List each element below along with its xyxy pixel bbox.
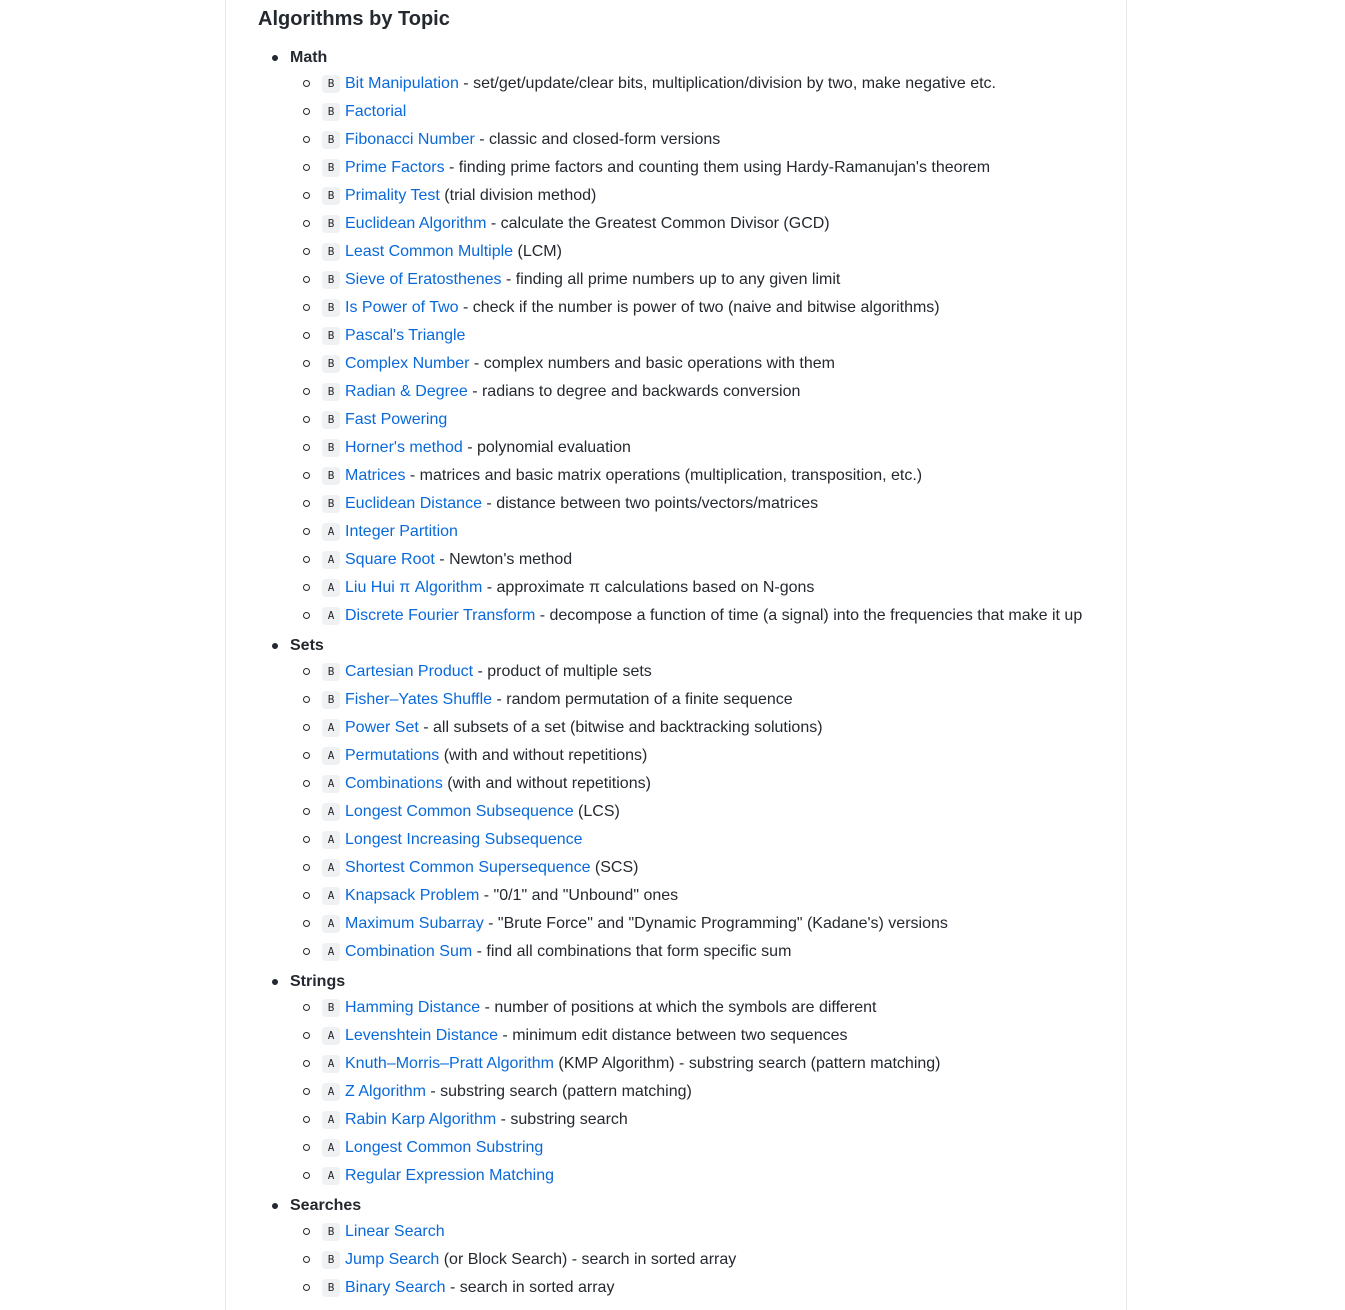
algorithm-description: - approximate π calculations based on N-gons: [482, 579, 815, 596]
list-item: [290, 912, 1118, 940]
algorithm-link[interactable]: Longest Common Subsequence: [345, 803, 574, 820]
algorithm-description: - complex numbers and basic operations with them: [469, 355, 835, 372]
list-item: [290, 688, 1118, 716]
circle-bullet-icon: [303, 752, 310, 759]
algorithm-link[interactable]: Complex Number: [345, 355, 470, 372]
algorithm-link[interactable]: Longest Common Substring: [345, 1139, 544, 1156]
algorithm-description: - calculate the Greatest Common Divisor (GCD): [486, 215, 830, 232]
difficulty-badge: B: [322, 103, 340, 121]
algorithm-link[interactable]: Jump Search: [345, 1251, 440, 1268]
algorithm-description: - finding all prime numbers up to any given limit: [501, 271, 841, 288]
algorithm-link[interactable]: Permutations: [345, 747, 440, 764]
difficulty-badge: B: [322, 1279, 340, 1297]
difficulty-badge: A: [322, 747, 340, 765]
algorithm-link[interactable]: Matrices: [345, 467, 406, 484]
difficulty-badge: A: [322, 831, 340, 849]
circle-bullet-icon: [303, 164, 310, 171]
circle-bullet-icon: [303, 696, 310, 703]
circle-bullet-icon: [303, 1004, 310, 1011]
circle-bullet-icon: [303, 864, 310, 871]
topic-title: [290, 44, 1118, 72]
algorithm-link[interactable]: Combinations: [345, 775, 443, 792]
algorithm-link[interactable]: Fisher–Yates Shuffle: [345, 691, 493, 708]
algorithm-description: - radians to degree and backwards conversion: [467, 383, 801, 400]
algorithm-list: [290, 996, 1118, 1192]
bullet-icon: [272, 55, 278, 61]
section-heading: Algorithms by Topic: [258, 8, 450, 30]
list-item: [290, 492, 1118, 520]
difficulty-badge: B: [322, 383, 340, 401]
algorithm-description: (or Block Search) - search in sorted array: [439, 1251, 737, 1268]
algorithm-description: - search in sorted array: [445, 1279, 615, 1296]
circle-bullet-icon: [303, 136, 310, 143]
list-item: [290, 940, 1118, 968]
list-item: [290, 380, 1118, 408]
topic-title-text: Math: [290, 49, 328, 66]
difficulty-badge: A: [322, 1027, 340, 1045]
list-item: [290, 548, 1118, 576]
algorithm-link[interactable]: Binary Search: [345, 1279, 446, 1296]
circle-bullet-icon: [303, 220, 310, 227]
list-item: [290, 1052, 1118, 1080]
algorithm-link[interactable]: Knuth–Morris–Pratt Algorithm: [345, 1055, 554, 1072]
list-item: [290, 184, 1118, 212]
difficulty-badge: A: [322, 859, 340, 877]
list-item: [290, 520, 1118, 548]
list-item: [290, 128, 1118, 156]
list-item: [290, 212, 1118, 240]
difficulty-badge: B: [322, 299, 340, 317]
algorithm-description: - check if the number is power of two (naive and bitwise algorithms): [458, 299, 940, 316]
difficulty-badge: B: [322, 75, 340, 93]
difficulty-badge: A: [322, 551, 340, 569]
difficulty-badge: B: [322, 355, 340, 373]
topic-title-text: Searches: [290, 1197, 362, 1214]
difficulty-badge: A: [322, 1167, 340, 1185]
circle-bullet-icon: [303, 920, 310, 927]
difficulty-badge: A: [322, 607, 340, 625]
list-item: [290, 1276, 1118, 1304]
list-item: [290, 1220, 1118, 1248]
algorithm-link[interactable]: Levenshtein Distance: [345, 1027, 498, 1044]
circle-bullet-icon: [303, 668, 310, 675]
list-item: [290, 604, 1118, 632]
topic-list: [258, 44, 1118, 1304]
algorithm-description: - decompose a function of time (a signal) into the frequencies that make it up: [535, 607, 1083, 624]
difficulty-badge: B: [322, 999, 340, 1017]
difficulty-badge: A: [322, 1055, 340, 1073]
algorithm-description: - finding prime factors and counting them using Hardy-Ramanujan's theorem: [444, 159, 991, 176]
list-item: [290, 72, 1118, 100]
algorithm-link[interactable]: Euclidean Algorithm: [345, 215, 487, 232]
algorithm-link[interactable]: Maximum Subarray: [345, 915, 484, 932]
algorithm-link[interactable]: Fibonacci Number: [345, 131, 475, 148]
circle-bullet-icon: [303, 276, 310, 283]
algorithm-description: - number of positions at which the symbols are different: [480, 999, 877, 1016]
difficulty-badge: A: [322, 1111, 340, 1129]
circle-bullet-icon: [303, 1284, 310, 1291]
list-item: [290, 884, 1118, 912]
circle-bullet-icon: [303, 332, 310, 339]
list-item: [290, 464, 1118, 492]
topic-title-text: Sets: [290, 637, 324, 654]
algorithm-link[interactable]: Pascal's Triangle: [345, 327, 466, 344]
circle-bullet-icon: [303, 780, 310, 787]
circle-bullet-icon: [303, 444, 310, 451]
difficulty-badge: B: [322, 411, 340, 429]
algorithm-description: - product of multiple sets: [473, 663, 652, 680]
algorithm-link[interactable]: Sieve of Eratosthenes: [345, 271, 502, 288]
topic-strings: [258, 968, 1118, 1192]
circle-bullet-icon: [303, 948, 310, 955]
topic-title-text: Strings: [290, 973, 346, 990]
algorithm-description: (SCS): [590, 859, 639, 876]
topic-math: [258, 44, 1118, 632]
difficulty-badge: A: [322, 1083, 340, 1101]
list-item: [290, 772, 1118, 800]
algorithm-link[interactable]: Least Common Multiple: [345, 243, 514, 260]
circle-bullet-icon: [303, 1032, 310, 1039]
algorithm-description: - random permutation of a finite sequence: [492, 691, 793, 708]
topic-title: [290, 968, 1118, 996]
difficulty-badge: B: [322, 1223, 340, 1241]
difficulty-badge: A: [322, 523, 340, 541]
algorithm-list: [290, 1220, 1118, 1304]
difficulty-badge: B: [322, 131, 340, 149]
algorithm-link[interactable]: Knapsack Problem: [345, 887, 480, 904]
algorithm-description: - minimum edit distance between two sequences: [497, 1027, 848, 1044]
circle-bullet-icon: [303, 1228, 310, 1235]
algorithm-description: - "Brute Force" and "Dynamic Programming" (Kadane's) versions: [483, 915, 948, 932]
circle-bullet-icon: [303, 556, 310, 563]
circle-bullet-icon: [303, 108, 310, 115]
bullet-icon: [272, 1203, 278, 1209]
algorithm-description: (LCM): [513, 243, 562, 260]
algorithm-link[interactable]: Rabin Karp Algorithm: [345, 1111, 497, 1128]
algorithm-description: - set/get/update/clear bits, multiplication/division by two, make negative etc.: [458, 75, 996, 92]
algorithm-link[interactable]: Bit Manipulation: [345, 75, 459, 92]
algorithm-list: [290, 72, 1118, 632]
algorithm-link[interactable]: Hamming Distance: [345, 999, 481, 1016]
algorithm-description: - distance between two points/vectors/matrices: [481, 495, 819, 512]
difficulty-badge: B: [322, 187, 340, 205]
circle-bullet-icon: [303, 388, 310, 395]
list-item: [290, 716, 1118, 744]
list-item: [290, 408, 1118, 436]
algorithm-link[interactable]: Regular Expression Matching: [345, 1167, 554, 1184]
algorithm-link[interactable]: Discrete Fourier Transform: [345, 607, 536, 624]
circle-bullet-icon: [303, 528, 310, 535]
list-item: [290, 1108, 1118, 1136]
circle-bullet-icon: [303, 1116, 310, 1123]
circle-bullet-icon: [303, 500, 310, 507]
list-item: [290, 324, 1118, 352]
circle-bullet-icon: [303, 1172, 310, 1179]
difficulty-badge: A: [322, 915, 340, 933]
list-item: [290, 996, 1118, 1024]
circle-bullet-icon: [303, 808, 310, 815]
difficulty-badge: B: [322, 159, 340, 177]
circle-bullet-icon: [303, 80, 310, 87]
list-item: [290, 156, 1118, 184]
difficulty-badge: B: [322, 327, 340, 345]
algorithm-description: - classic and closed-form versions: [474, 131, 721, 148]
difficulty-badge: B: [322, 271, 340, 289]
list-item: [290, 1164, 1118, 1192]
list-item: [290, 744, 1118, 772]
circle-bullet-icon: [303, 1256, 310, 1263]
algorithm-list: [290, 660, 1118, 968]
algorithm-description: - "0/1" and "Unbound" ones: [479, 887, 679, 904]
algorithm-link[interactable]: Longest Increasing Subsequence: [345, 831, 583, 848]
algorithm-link[interactable]: Z Algorithm: [345, 1083, 426, 1100]
algorithm-description: (with and without repetitions): [439, 747, 648, 764]
difficulty-badge: B: [322, 495, 340, 513]
topic-title: [290, 632, 1118, 660]
difficulty-badge: B: [322, 243, 340, 261]
difficulty-badge: A: [322, 943, 340, 961]
list-item: [290, 296, 1118, 324]
list-item: [290, 1136, 1118, 1164]
list-item: [290, 240, 1118, 268]
algorithm-link[interactable]: Radian & Degree: [345, 383, 468, 400]
circle-bullet-icon: [303, 192, 310, 199]
algorithm-description: - polynomial evaluation: [462, 439, 631, 456]
list-item: [290, 828, 1118, 856]
difficulty-badge: A: [322, 1139, 340, 1157]
algorithm-description: - find all combinations that form specific sum: [472, 943, 792, 960]
circle-bullet-icon: [303, 836, 310, 843]
algorithm-link[interactable]: Is Power of Two: [345, 299, 459, 316]
algorithm-link[interactable]: Shortest Common Supersequence: [345, 859, 591, 876]
circle-bullet-icon: [303, 1088, 310, 1095]
difficulty-badge: A: [322, 719, 340, 737]
algorithm-link[interactable]: Factorial: [345, 103, 407, 120]
circle-bullet-icon: [303, 360, 310, 367]
topic-sets: [258, 632, 1118, 968]
list-item: [290, 1024, 1118, 1052]
algorithm-link[interactable]: Liu Hui π Algorithm: [345, 579, 483, 596]
algorithm-link[interactable]: Combination Sum: [345, 943, 473, 960]
circle-bullet-icon: [303, 1144, 310, 1151]
algorithm-description: - Newton's method: [434, 551, 573, 568]
difficulty-badge: A: [322, 579, 340, 597]
circle-bullet-icon: [303, 892, 310, 899]
circle-bullet-icon: [303, 584, 310, 591]
algorithm-description: - substring search: [496, 1111, 628, 1128]
list-item: [290, 1248, 1118, 1276]
list-item: [290, 856, 1118, 884]
algorithm-link[interactable]: Linear Search: [345, 1223, 445, 1240]
difficulty-badge: B: [322, 663, 340, 681]
algorithm-link[interactable]: Euclidean Distance: [345, 495, 482, 512]
algorithm-link[interactable]: Power Set: [345, 719, 419, 736]
difficulty-badge: B: [322, 467, 340, 485]
circle-bullet-icon: [303, 1060, 310, 1067]
list-item: [290, 1080, 1118, 1108]
algorithm-link[interactable]: Fast Powering: [345, 411, 448, 428]
algorithm-link[interactable]: Cartesian Product: [345, 663, 474, 680]
difficulty-badge: B: [322, 691, 340, 709]
list-item: [290, 576, 1118, 604]
bullet-icon: [272, 979, 278, 985]
list-item: [290, 436, 1118, 464]
circle-bullet-icon: [303, 416, 310, 423]
algorithm-description: - matrices and basic matrix operations (multiplication, transposition, etc.): [405, 467, 923, 484]
circle-bullet-icon: [303, 248, 310, 255]
topic-searches: [258, 1192, 1118, 1304]
algorithm-description: (LCS): [573, 803, 620, 820]
circle-bullet-icon: [303, 472, 310, 479]
algorithm-description: - all subsets of a set (bitwise and backtracking solutions): [418, 719, 823, 736]
circle-bullet-icon: [303, 724, 310, 731]
difficulty-badge: A: [322, 775, 340, 793]
list-item: [290, 660, 1118, 688]
algorithm-link[interactable]: Integer Partition: [345, 523, 458, 540]
difficulty-badge: B: [322, 215, 340, 233]
algorithm-link[interactable]: Square Root: [345, 551, 435, 568]
algorithm-description: (with and without repetitions): [442, 775, 651, 792]
algorithm-description: (trial division method): [439, 187, 597, 204]
algorithm-link[interactable]: Primality Test: [345, 187, 440, 204]
difficulty-badge: A: [322, 803, 340, 821]
algorithm-description: - substring search (pattern matching): [425, 1083, 692, 1100]
algorithm-link[interactable]: Prime Factors: [345, 159, 445, 176]
difficulty-badge: B: [322, 1251, 340, 1269]
circle-bullet-icon: [303, 304, 310, 311]
list-item: [290, 268, 1118, 296]
bullet-icon: [272, 643, 278, 649]
difficulty-badge: B: [322, 439, 340, 457]
list-item: [290, 800, 1118, 828]
list-item: [290, 352, 1118, 380]
algorithm-link[interactable]: Horner's method: [345, 439, 463, 456]
difficulty-badge: A: [322, 887, 340, 905]
topic-title: [290, 1192, 1118, 1220]
algorithm-description: (KMP Algorithm) - substring search (pattern matching): [553, 1055, 941, 1072]
circle-bullet-icon: [303, 612, 310, 619]
list-item: [290, 100, 1118, 128]
